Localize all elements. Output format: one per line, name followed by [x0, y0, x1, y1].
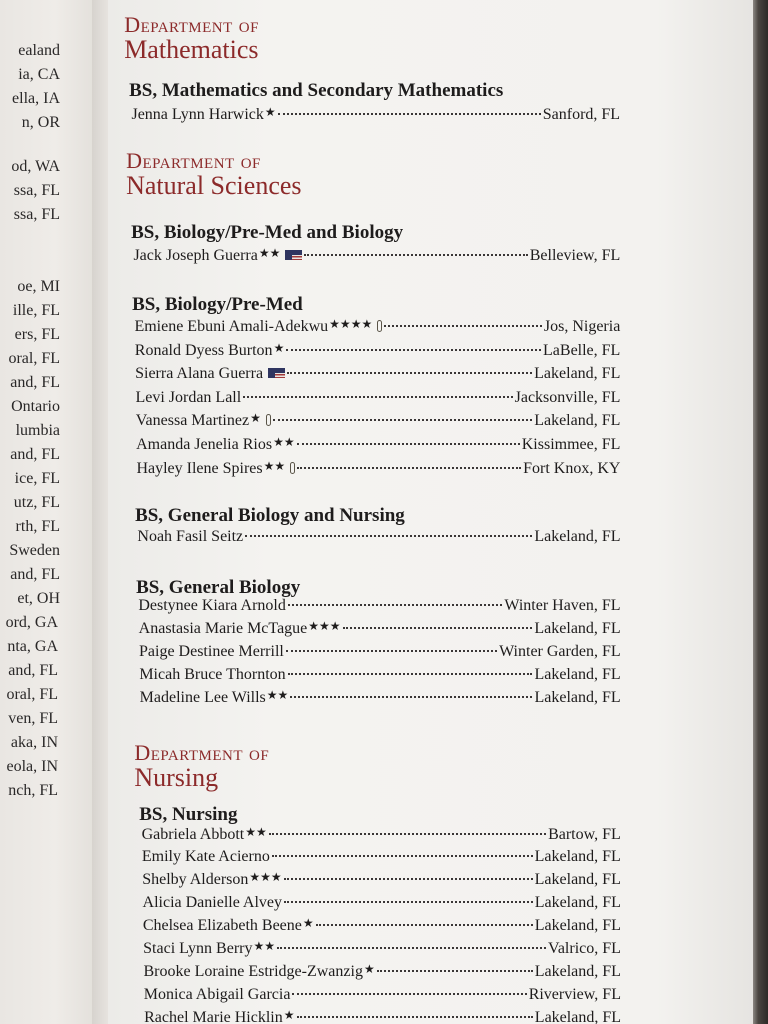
dot-leader — [297, 467, 521, 469]
department-name: Mathematics — [124, 35, 259, 64]
graduate-name: Gabriela Abbott — [141, 826, 245, 843]
facing-page-fragment: ssa, FL — [13, 206, 60, 223]
medal-icon — [290, 462, 295, 474]
graduate-entry — [137, 528, 620, 546]
dot-leader — [245, 535, 532, 537]
hometown: Winter Haven, FL — [504, 597, 621, 614]
graduate-entry — [135, 342, 621, 360]
hometown: Valrico, FL — [548, 940, 621, 957]
graduate-name: Vanessa Martinez — [135, 412, 250, 429]
graduate-name: Emiene Ebuni Amali-Adekwu — [134, 318, 329, 335]
facing-page-fragment: Sweden — [9, 542, 60, 559]
dot-leader — [272, 855, 533, 857]
graduate-name: Alicia Danielle Alvey — [142, 894, 283, 911]
honors-stars: ★ — [250, 411, 261, 425]
dot-leader — [288, 673, 533, 675]
dot-leader — [297, 443, 520, 445]
hometown: Lakeland, FL — [534, 666, 621, 683]
department-heading — [124, 14, 259, 63]
graduate-entry — [135, 365, 620, 383]
facing-page-fragment: nta, GA — [7, 638, 58, 655]
honors-stars: ★★ — [253, 939, 275, 953]
dot-leader — [384, 325, 542, 327]
dot-leader — [284, 878, 533, 880]
graduate-entry — [140, 689, 621, 707]
honors-stars: ★★★ — [308, 619, 341, 633]
graduate-name: Chelsea Elizabeth Beene — [142, 917, 302, 934]
facing-page-fragment: eola, IN — [6, 758, 58, 775]
department-heading — [126, 150, 301, 199]
facing-page-fragment: lumbia — [15, 422, 60, 439]
facing-page-fragment: Ontario — [11, 398, 60, 415]
flag-icon — [285, 250, 302, 260]
facing-page-fragment: ven, FL — [8, 710, 58, 727]
facing-page-fragment: ille, FL — [12, 302, 60, 319]
department-prefix: Department of — [124, 12, 259, 37]
honors-stars: ★★ — [263, 459, 286, 473]
graduate-entry — [133, 247, 620, 265]
graduate-entry — [144, 1009, 621, 1024]
dot-leader — [286, 650, 497, 652]
graduate-entry — [139, 666, 620, 684]
facing-page-fragment: oe, MI — [17, 278, 60, 295]
program-title: BS, General Biology and Nursing — [135, 505, 405, 526]
dot-leader — [287, 372, 532, 374]
program-title: BS, Biology/Pre-Med and Biology — [131, 222, 404, 243]
department-prefix: Department of — [126, 148, 261, 173]
graduate-entry — [139, 620, 621, 638]
hometown: Belleview, FL — [529, 247, 621, 264]
hometown: Fort Knox, KY — [523, 460, 621, 477]
graduate-entry — [131, 106, 620, 124]
honors-stars: ★ — [302, 916, 314, 930]
hometown: Winter Garden, FL — [499, 643, 621, 660]
graduate-name: Anastasia Marie McTague — [138, 620, 308, 637]
department-name: Nursing — [134, 763, 219, 792]
dot-leader — [292, 993, 526, 995]
hometown: Lakeland, FL — [534, 963, 621, 980]
department-prefix: Department of — [134, 740, 270, 765]
honors-stars: ★ — [283, 1008, 295, 1022]
hometown: Lakeland, FL — [534, 412, 621, 429]
hometown: Lakeland, FL — [534, 917, 621, 934]
graduate-name: Rachel Marie Hicklin — [144, 1009, 283, 1024]
facing-page-fragment: aka, IN — [10, 734, 58, 751]
honors-stars: ★ — [264, 105, 276, 119]
dot-leader — [286, 349, 541, 351]
hometown: Sanford, FL — [542, 106, 621, 123]
facing-page-fragment: ealand — [18, 42, 60, 59]
dot-leader — [377, 970, 533, 972]
program-title: BS, Biology/Pre-Med — [132, 294, 303, 315]
facing-page-fragment: ord, GA — [5, 614, 58, 631]
graduate-name: Ronald Dyess Burton — [134, 342, 273, 359]
dot-leader — [304, 254, 527, 256]
facing-page — [0, 0, 92, 1024]
graduate-name: Sierra Alana Guerra — [135, 365, 264, 382]
program-title: BS, Nursing — [139, 804, 238, 825]
graduate-name: Hayley Ilene Spires — [136, 460, 263, 477]
graduate-name: Micah Bruce Thornton — [139, 666, 286, 683]
facing-page-fragment: ssa, FL — [13, 182, 60, 199]
graduate-name: Staci Lynn Berry — [143, 940, 253, 957]
graduate-entry — [138, 597, 620, 615]
facing-page-fragment: and, FL — [10, 566, 60, 583]
graduate-entry — [142, 848, 621, 866]
hometown: Lakeland, FL — [534, 894, 621, 911]
hometown: Jacksonville, FL — [514, 389, 621, 406]
honors-stars: ★★★ — [249, 870, 282, 884]
page-edge-shadow — [753, 0, 768, 1024]
department-name: Natural Sciences — [126, 171, 302, 200]
graduate-entry — [135, 389, 620, 407]
graduate-name: Destynee Kiara Arnold — [138, 597, 286, 614]
program-title: BS, General Biology — [136, 577, 301, 598]
facing-page-fragment: et, OH — [17, 590, 60, 607]
graduate-entry — [143, 940, 621, 958]
honors-stars: ★★ — [273, 435, 295, 449]
facing-page-fragment: and, FL — [10, 446, 60, 463]
facing-page-fragment: rth, FL — [15, 518, 60, 535]
hometown: Lakeland, FL — [534, 848, 621, 865]
dot-leader — [343, 627, 533, 629]
graduate-name: Emily Kate Acierno — [141, 848, 270, 865]
graduate-entry — [136, 412, 621, 430]
facing-page-fragment: ia, CA — [18, 66, 60, 83]
dot-leader — [290, 696, 532, 698]
graduate-name: Jack Joseph Guerra — [133, 247, 258, 264]
facing-page-fragment: oral, FL — [6, 686, 58, 703]
dot-leader — [284, 901, 533, 903]
hometown: Jos, Nigeria — [543, 318, 621, 335]
dot-leader — [297, 1016, 533, 1018]
hometown: Lakeland, FL — [534, 528, 621, 545]
flag-icon — [268, 368, 285, 378]
honors-stars: ★★ — [258, 246, 281, 260]
dot-leader — [277, 947, 546, 949]
dot-leader — [278, 113, 541, 115]
graduate-entry — [143, 894, 621, 912]
graduate-entry — [143, 963, 620, 981]
graduate-name: Jenna Lynn Harwick — [131, 106, 264, 123]
facing-page-fragment: ella, IA — [12, 90, 60, 107]
honors-stars: ★ — [363, 962, 375, 976]
graduate-entry — [144, 986, 621, 1004]
honors-stars: ★★ — [245, 825, 267, 839]
facing-page-fragment: n, OR — [21, 114, 60, 131]
dot-leader — [316, 924, 533, 926]
facing-page-fragment: oral, FL — [8, 350, 60, 367]
directory-page — [108, 0, 753, 1024]
graduate-name: Levi Jordan Lall — [135, 389, 242, 406]
dot-leader — [243, 396, 512, 398]
department-heading — [134, 742, 269, 791]
graduate-name: Amanda Jenelia Rios — [136, 436, 273, 453]
graduate-name: Madeline Lee Wills — [139, 689, 266, 706]
graduate-name: Noah Fasil Seitz — [137, 528, 244, 545]
honors-stars: ★★★★ — [329, 317, 373, 331]
hometown: Lakeland, FL — [534, 689, 621, 706]
graduate-entry — [136, 436, 620, 454]
facing-page-fragment: utz, FL — [13, 494, 60, 511]
hometown: LaBelle, FL — [543, 342, 621, 359]
facing-page-fragment: od, WA — [11, 158, 60, 175]
dot-leader — [269, 833, 546, 835]
hometown: Lakeland, FL — [534, 1009, 621, 1024]
hometown: Lakeland, FL — [534, 871, 621, 888]
graduate-entry — [143, 917, 621, 935]
dot-leader — [273, 419, 532, 421]
graduate-entry — [142, 871, 621, 889]
graduate-entry — [136, 460, 620, 478]
graduate-entry — [134, 318, 620, 336]
graduate-name: Shelby Alderson — [142, 871, 249, 888]
graduate-entry — [142, 826, 621, 844]
program-title: BS, Mathematics and Secondary Mathematics — [129, 80, 504, 101]
hometown: Bartow, FL — [548, 826, 621, 843]
medal-icon — [377, 320, 382, 332]
graduate-name: Monica Abigail Garcia — [143, 986, 291, 1003]
facing-page-fragment: and, FL — [8, 662, 58, 679]
hometown: Lakeland, FL — [534, 620, 621, 637]
hometown: Kissimmee, FL — [521, 436, 621, 453]
graduate-name: Paige Destinee Merrill — [139, 643, 284, 660]
medal-icon — [266, 414, 271, 426]
facing-page-fragment: and, FL — [10, 374, 60, 391]
facing-page-fragment: nch, FL — [8, 782, 58, 799]
honors-stars: ★★ — [266, 688, 289, 702]
honors-stars: ★ — [273, 341, 285, 355]
facing-page-fragment: ers, FL — [14, 326, 60, 343]
facing-page-fragment: ice, FL — [14, 470, 60, 487]
hometown: Lakeland, FL — [534, 365, 621, 382]
graduate-entry — [139, 643, 621, 661]
graduate-name: Brooke Loraine Estridge-Zwanzig — [143, 963, 363, 980]
hometown: Riverview, FL — [528, 986, 621, 1003]
dot-leader — [288, 604, 503, 606]
